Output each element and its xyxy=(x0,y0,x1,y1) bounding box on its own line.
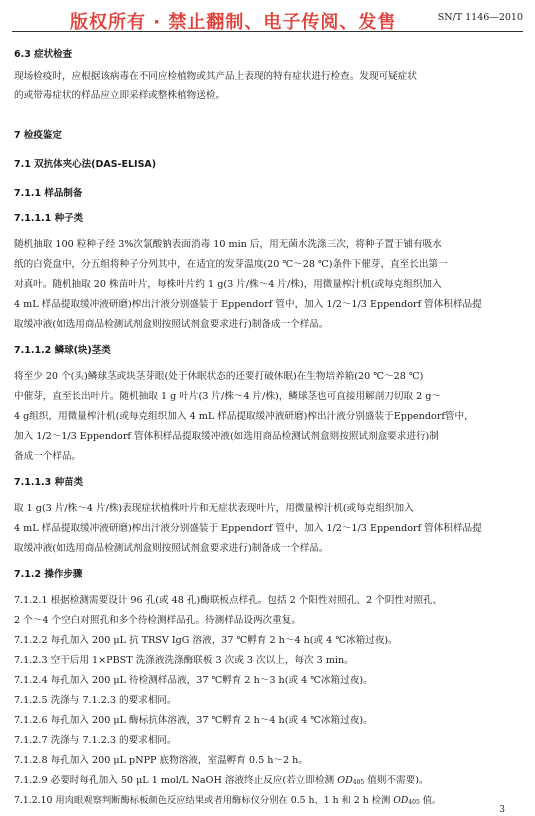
page-number: 3 xyxy=(499,805,505,815)
heading-7-1-1: 7.1.1 样品制备 xyxy=(14,188,83,199)
heading-7-1-1-1: 7.1.1.1 种子类 xyxy=(14,213,84,224)
paragraph-line: 的或带毒症状的样品应立即采样或整株植物送检。 xyxy=(14,90,226,101)
step-text: 值。 xyxy=(419,795,442,806)
paragraph-line: 现场检疫时，应根据该病毒在不同应检植物或其产品上表现的特有症状进行检查。发现可疑症状 xyxy=(14,71,417,82)
od-subscript: 405 xyxy=(352,779,365,786)
watermark: 版权所有 · 禁止翻制、电子传阅、发售 xyxy=(70,12,397,33)
step-line: 7.1.2.8 每孔加入 200 μL pNPP 底物溶液，室温孵育 0.5 h～2 h。 xyxy=(14,755,308,766)
step-text: 值则不需要)。 xyxy=(364,775,429,786)
paragraph-line: 加入 1/2～1/3 Eppendorf 管体积样品提取缓冲液(如选用商品检测试剂盒则按照试剂盒要求进行)制 xyxy=(14,431,439,442)
paragraph-line: 4 g组织，用微量榨汁机(或每克组织加入 4 mL 样品提取缓冲液研磨)榨出汁液分别盛装于Eppendorf管中， xyxy=(14,411,474,422)
step-line: 2 个～4 个空白对照孔和多个待检测样品孔。待测样品设两次重复。 xyxy=(14,615,301,626)
header-rule xyxy=(12,31,523,32)
od-symbol: OD xyxy=(393,795,409,806)
step-line: 7.1.2.2 每孔加入 200 μL 抗 TRSV IgG 溶液，37 ℃孵育 2 h～4 h(或 4 ℃冰箱过夜)。 xyxy=(14,635,398,646)
heading-7-1: 7.1 双抗体夹心法(DAS-ELISA) xyxy=(14,159,157,170)
paragraph-line: 取缓冲液(如选用商品检测试剂盒则按照试剂盒要求进行)制备成一个样品。 xyxy=(14,543,329,554)
step-line: 7.1.2.5 洗涤与 7.1.2.3 的要求相同。 xyxy=(14,695,177,706)
paragraph-line: 中催芽，直至长出叶片。随机抽取 1 g 叶片(3 片/株～4 片/株)，鳞球茎也可直接用解剖刀切取 2 g～ xyxy=(14,391,441,402)
paragraph-line: 4 mL 样品提取缓冲液研磨)榨出汁液分别盛装于 Eppendorf 管中，加入 1/2～1/3 Eppendorf 管体积样品提 xyxy=(14,299,482,310)
paragraph-line: 对真叶。随机抽取 20 株苗叶片，每株叶片约 1 g(3 片/株～4 片/株)，用微量榨汁机(或每克组织加入 xyxy=(14,279,442,290)
paragraph-line: 随机抽取 100 粒种子经 3%次氯酸钠表面消毒 10 min 后，用无菌水洗涤三次，将种子置于铺有吸水 xyxy=(14,239,442,250)
heading-6-3: 6.3 症状检查 xyxy=(14,49,73,60)
paragraph-line: 取缓冲液(如选用商品检测试剂盒则按照试剂盒要求进行)制备成一个样品。 xyxy=(14,319,329,330)
step-line: 7.1.2.3 空干后用 1×PBST 洗涤液洗涤酶联板 3 次或 3 次以上，每次 3 min。 xyxy=(14,655,354,666)
heading-7-1-1-2: 7.1.1.2 鳞球(块)茎类 xyxy=(14,345,111,356)
step-line: 7.1.2.7 洗涤与 7.1.2.3 的要求相同。 xyxy=(14,735,177,746)
paragraph-line: 4 mL 样品提取缓冲液研磨)榨出汁液分别盛装于 Eppendorf 管中，加入 1/2～1/3 Eppendorf 管体积样品提 xyxy=(14,523,482,534)
step-line xyxy=(14,794,441,810)
standard-number: SN/T 1146—2010 xyxy=(437,12,523,23)
od-subscript: 405 xyxy=(408,799,420,806)
step-line: 7.1.2.6 每孔加入 200 μL 酶标抗体溶液，37 ℃孵育 2 h～4 h(或 4 ℃冰箱过夜)。 xyxy=(14,715,373,726)
od-symbol: OD xyxy=(337,775,353,786)
step-line xyxy=(14,774,429,790)
paragraph-line: 取 1 g(3 片/株～4 片/株)表现症状植株叶片和无症状表现叶片，用微量榨汁机(或每克组织加入 xyxy=(14,503,414,514)
heading-7-1-2: 7.1.2 操作步骤 xyxy=(14,569,83,580)
step-line: 7.1.2.1 根据检测需要设计 96 孔(或 48 孔)酶联板点样孔。包括 2 个阳性对照孔、2 个阴性对照孔、 xyxy=(14,595,443,606)
paragraph-line: 纸的白瓷盘中，分五组将种子分列其中，在适宜的发芽温度(20 ℃～28 ℃)条件下催芽，直至长出第一 xyxy=(14,259,448,270)
step-line: 7.1.2.4 每孔加入 200 μL 待检测样品液，37 ℃孵育 2 h～3 h(或 4 ℃冰箱过夜)。 xyxy=(14,675,373,686)
heading-7: 7 检疫鉴定 xyxy=(14,130,62,141)
step-text: 7.1.2.9 必要时每孔加入 50 μL 1 mol/L NaOH 溶液终止反应(若立即检测 xyxy=(14,775,338,786)
paragraph-line: 将至少 20 个(头)鳞球茎或块茎芽眼(处于休眠状态的还要打破休眠)在生物培养箱(20 ℃～28 ℃) xyxy=(14,371,424,382)
heading-7-1-1-3: 7.1.1.3 种苗类 xyxy=(14,477,84,488)
step-text: 7.1.2.10 用肉眼观察判断酶标板颜色反应结果或者用酶标仪分别在 0.5 h、1 h 和 2 h 检测 xyxy=(14,795,394,806)
paragraph-line: 备成一个样品。 xyxy=(14,451,82,462)
